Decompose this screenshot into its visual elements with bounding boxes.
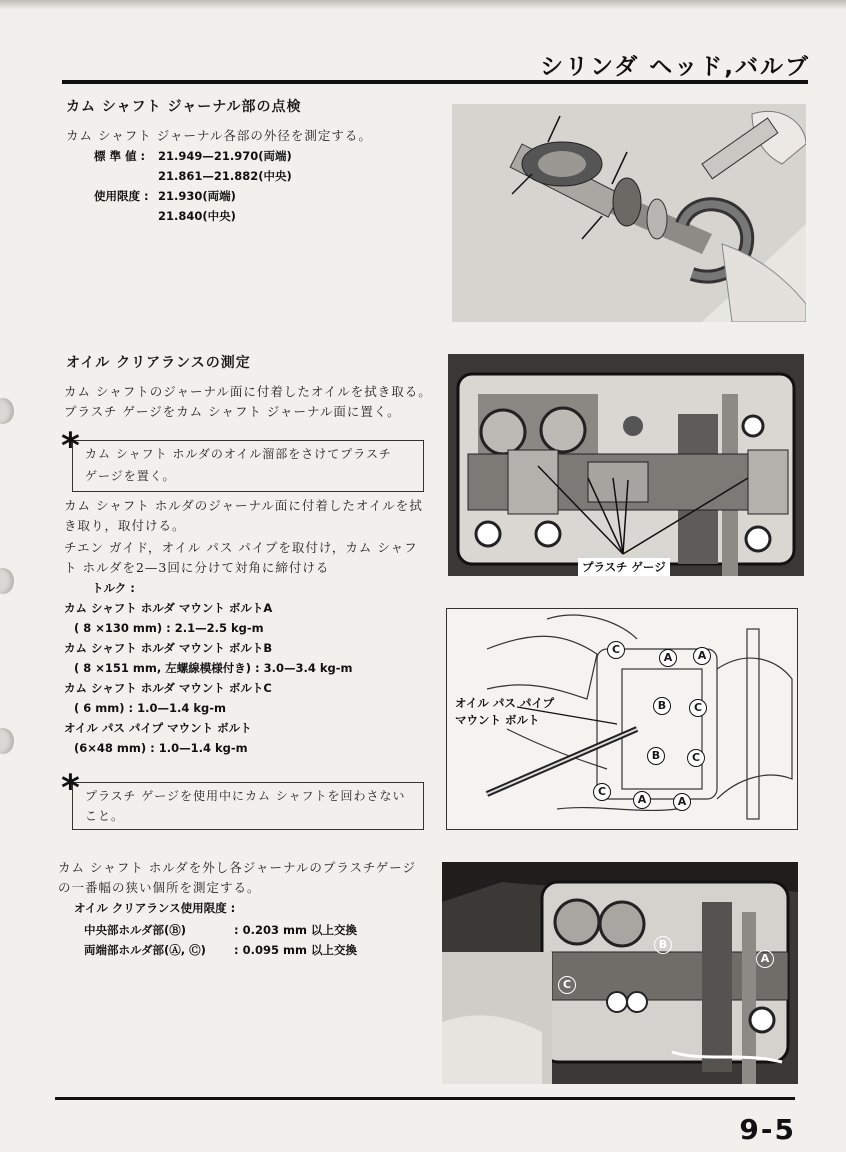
photo-camshaft-micrometer [452,104,806,322]
section-title-journal-inspection: カム シャフト ジャーナル部の点検 [66,99,302,115]
binder-hole [0,728,14,754]
torque-2-name: カム シャフト ホルダ マウント ボルトB [64,641,273,655]
marker-a: A [659,649,677,667]
oil-line-6: ト ホルダを2—3回に分けて対角に締付ける [64,560,330,575]
note2-line2: こと。 [85,809,125,823]
torque-3-value: ( 6 mm) : 1.0—1.4 kg-m [74,701,226,715]
binder-hole [0,568,14,594]
marker-c: C [558,976,576,994]
note2-line1: プラスチ ゲージを使用中にカム シャフトを回わさない [85,789,406,803]
center-holder-value: : 0.203 mm 以上交換 [234,923,357,937]
page-header-title: シリンダ ヘッド,バルブ [540,54,810,80]
marker-a: A [693,647,711,665]
caution-icon: * [61,426,80,467]
std-value-ends: 21.949—21.970(両端) [158,149,292,163]
note1-line2: ゲージを置く。 [85,469,176,483]
marker-c: C [593,783,611,801]
torque-2-value: ( 8 ×151 mm, 左螺線模様付き) : 3.0—3.4 kg-m [74,661,353,675]
page-number: 9-5 [739,1113,796,1146]
marker-b: B [653,697,671,715]
limit-label: 使用限度 : [94,189,149,203]
journal-intro: カム シャフト ジャーナル各部の外径を測定する。 [66,128,372,143]
std-label: 標 準 値 : [94,149,146,163]
oil-line-4: き取り，取付ける。 [64,518,186,533]
photo-plastigauge-on-journal [448,354,804,576]
page-edge [0,0,846,10]
marker-b: B [647,747,665,765]
torque-1-name: カム シャフト ホルダ マウント ボルトA [64,601,273,615]
end-holder-label: 両端部ホルダ部(Ⓐ, Ⓒ) [84,943,206,957]
oil-pipe-bolt-caption-1: オイル パス パイプ [455,696,555,710]
caution-icon: * [61,768,80,809]
end-holder-value: : 0.095 mm 以上交換 [234,943,357,957]
limit-value-center: 21.840(中央) [158,209,236,223]
photo-plastigauge-measurement [442,862,798,1084]
binder-hole [0,398,14,424]
note-box-1 [61,426,424,492]
plastigauge-caption: プラスチ ゲージ [578,558,670,576]
limit-value-ends: 21.930(両端) [158,189,236,203]
oil-pipe-bolt-caption-2: マウント ボルト [455,713,540,727]
torque-4-value: (6×48 mm) : 1.0—1.4 kg-m [74,741,248,755]
oil-line-2: プラスチ ゲージをカム シャフト ジャーナル面に置く。 [64,404,401,419]
measure-line-1: カム シャフト ホルダを外し各ジャーナルのプラスチゲージ [58,860,416,875]
oil-line-5: チエン ガイド，オイル パス パイプを取付け，カム シャフ [64,540,418,555]
section-title-oil-clearance: オイル クリアランスの測定 [66,355,251,371]
footer-rule [55,1097,795,1100]
std-value-center: 21.861—21.882(中央) [158,169,292,183]
note1-line1: カム シャフト ホルダのオイル溜部をさけてプラスチ [85,447,392,461]
clearance-limit-title: オイル クリアランス使用限度 : [74,901,236,915]
marker-c: C [689,699,707,717]
header-rule [62,80,808,84]
torque-1-value: ( 8 ×130 mm) : 2.1—2.5 kg-m [74,621,264,635]
torque-3-name: カム シャフト ホルダ マウント ボルトC [64,681,272,695]
marker-a: A [756,950,774,968]
marker-a: A [673,793,691,811]
torque-label: トルク : [92,581,135,595]
oil-line-1: カム シャフトのジャーナル面に付着したオイルを拭き取る。 [64,384,432,399]
marker-a: A [633,791,651,809]
measure-line-2: の一番幅の狭い個所を測定する。 [58,880,261,895]
drawing-holder-bolt-tightening [446,608,798,830]
note-box-2 [61,768,424,830]
torque-4-name: オイル パス パイプ マウント ボルト [64,721,252,735]
marker-b: B [654,936,672,954]
marker-c: C [607,641,625,659]
center-holder-label: 中央部ホルダ部(Ⓑ) [84,923,187,937]
marker-c: C [687,749,705,767]
oil-line-3: カム シャフト ホルダのジャーナル面に付着したオイルを拭 [64,498,423,513]
